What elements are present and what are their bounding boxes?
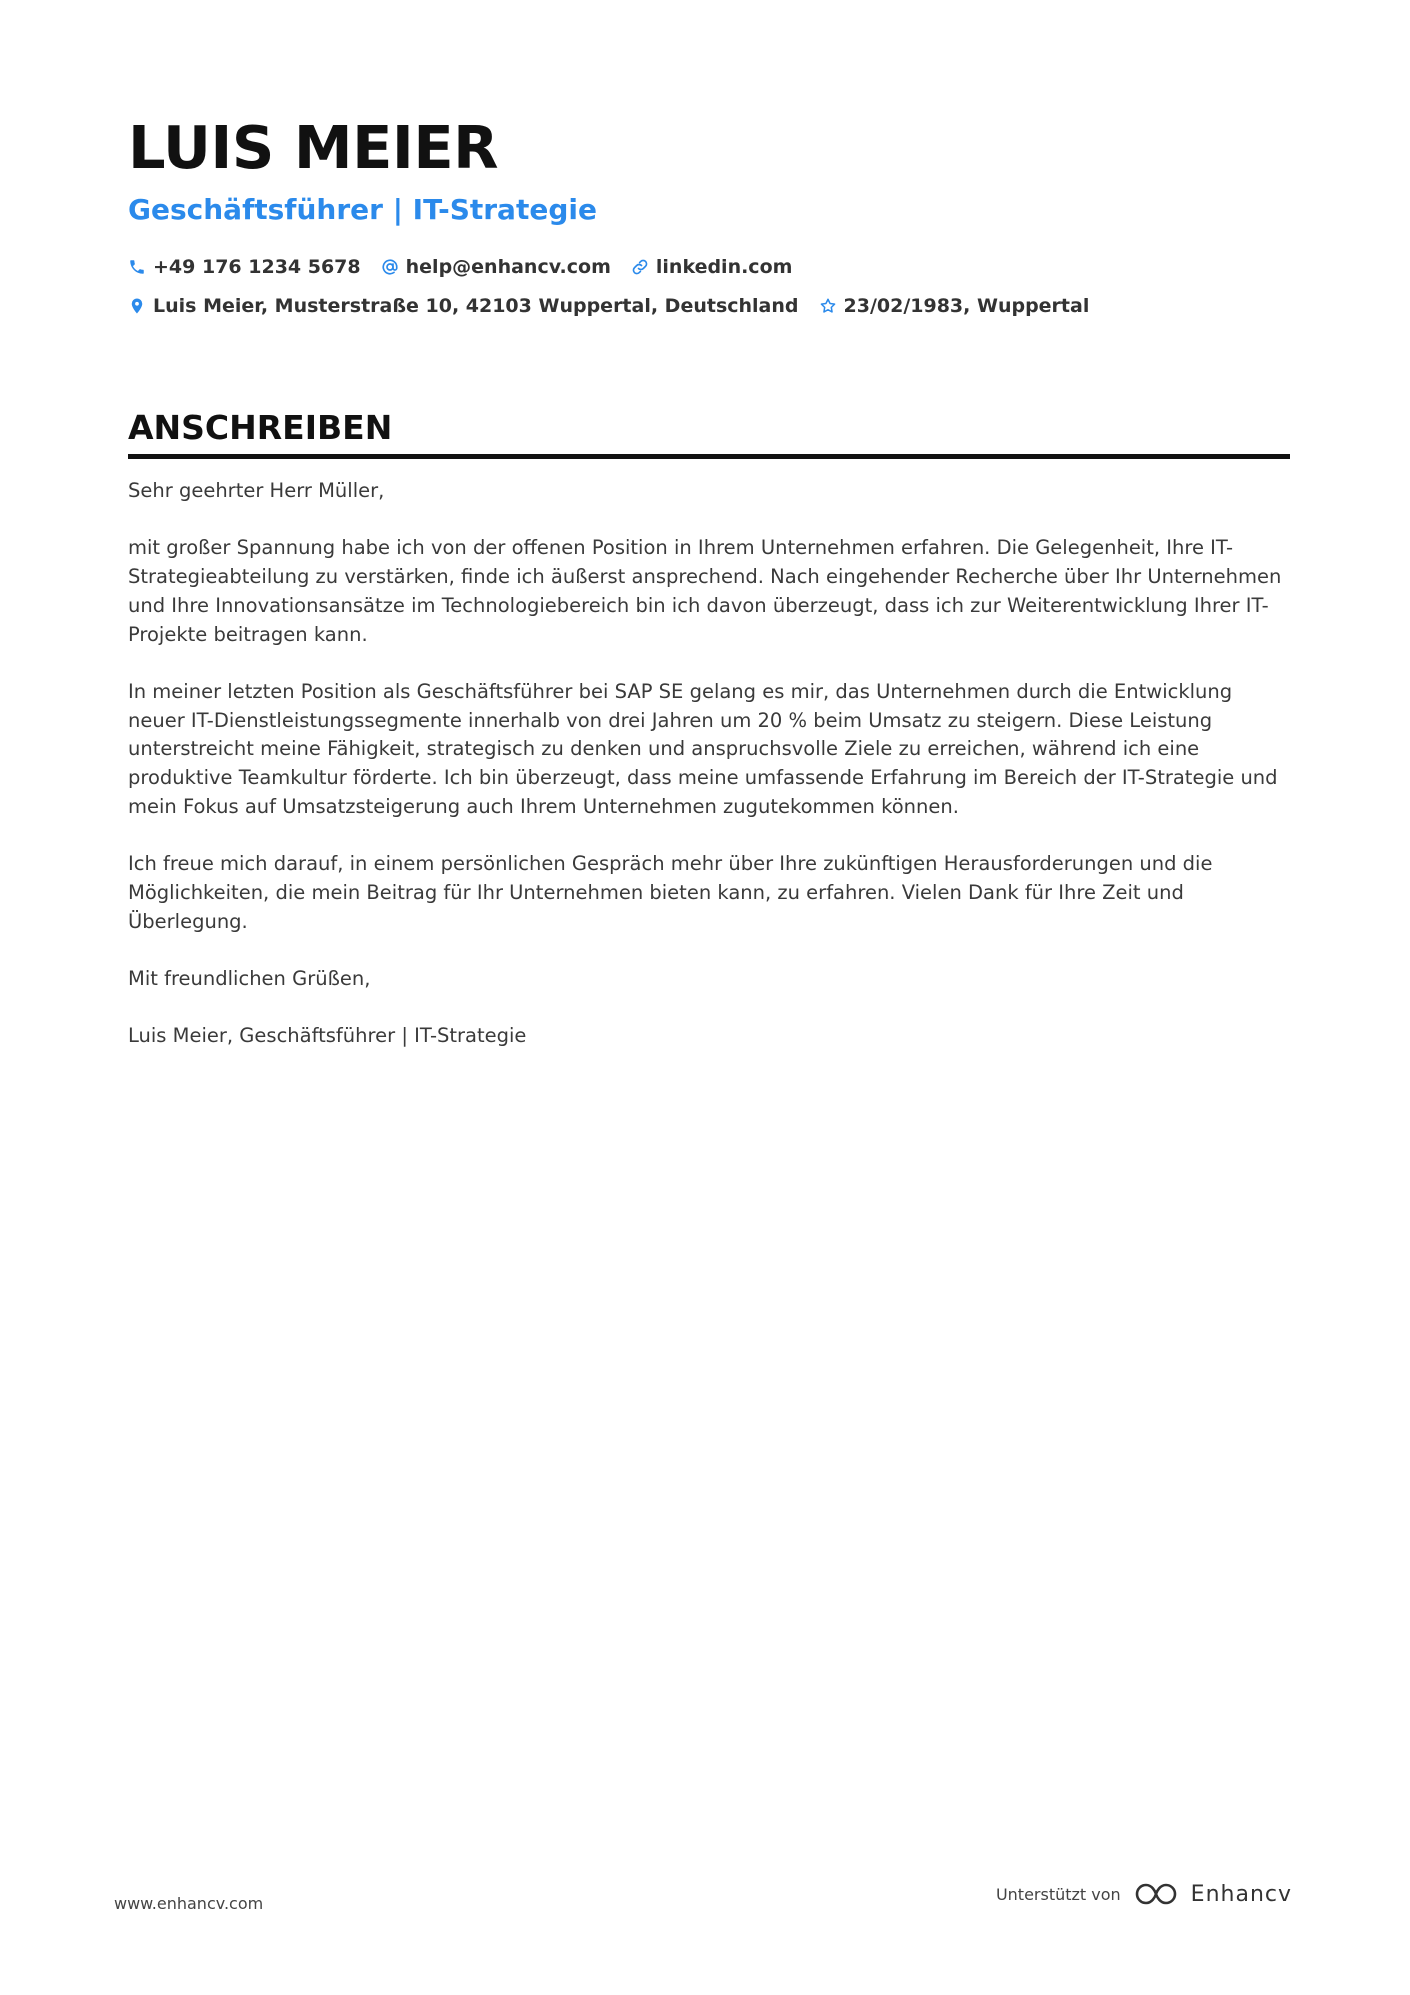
phone-icon [128, 258, 146, 276]
section-title: ANSCHREIBEN [128, 408, 393, 447]
contact-birth [819, 295, 1090, 317]
at-icon [381, 258, 399, 276]
contact-row-primary [128, 251, 792, 283]
letter-salutation: Sehr geehrter Herr Müller, [128, 479, 385, 502]
letter-paragraph: mit großer Spannung habe ich von der offenen Position in Ihrem Unternehmen erfahren. Die Gelegenheit, Ihre IT-Strategieabteilung zu verstärken, finde ich äußerst ansprechend. Nach eingehender Recherche über Ihr Unternehmen und Ihre Innovationsansätze im Technologiebereich bin ich davon überzeugt, dass ich zur Weiterentwicklung Ihrer IT-Projekte beitragen kann. [128, 536, 1282, 646]
letter-paragraph: Ich freue mich darauf, in einem persönlichen Gespräch mehr über Ihre zukünftigen Herausforderungen und die Möglichkeiten, die mein Beitrag für Ihr Unternehmen bieten kann, zu erfahren. Vielen Dank für Ihre Zeit und Überlegung. [128, 852, 1213, 933]
contact-address [128, 295, 799, 317]
phone-text: +49 176 1234 5678 [153, 256, 361, 278]
footer-url[interactable]: www.enhancv.com [114, 1894, 264, 1913]
link-icon [631, 258, 649, 276]
section-header [128, 404, 1290, 459]
contact-email[interactable] [381, 256, 611, 278]
star-icon [819, 297, 837, 315]
letter-body [128, 477, 1293, 1080]
contact-linkedin[interactable] [631, 256, 793, 278]
letter-signature: Luis Meier, Geschäftsführer | IT-Strategie [128, 1024, 527, 1048]
letter-closing: Mit freundlichen Grüßen, [128, 966, 371, 990]
brand-name: Enhancv [1190, 1881, 1292, 1907]
email-link[interactable]: help@enhancv.com [405, 256, 611, 278]
contact-row-secondary [128, 290, 1089, 322]
applicant-name: LUIS MEIER [128, 113, 499, 182]
letter-paragraph: In meiner letzten Position als Geschäftsführer bei SAP SE gelang es mir, das Unternehmen durch die Entwicklung neuer IT-Dienstleistungssegmente innerhalb von drei Jahren um 20 % beim Umsatz zu steigern. Diese Leistung unterstreicht meine Fähigkeit, strategisch zu denken und anspruchsvolle Ziele zu erreichen, während ich eine produktive Teamkultur förderte. Ich bin überzeugt, dass meine umfassende Erfahrung im Bereich der IT-Strategie und mein Fokus auf Umsatzsteigerung auch Ihrem Unternehmen zugutekommen können. [128, 679, 1278, 818]
linkedin-link[interactable]: linkedin.com [655, 256, 793, 278]
footer-brand [996, 1880, 1292, 1908]
powered-by-text: Unterstützt von [995, 1884, 1121, 1904]
enhancv-logo-icon [1133, 1880, 1179, 1908]
location-pin-icon [128, 297, 146, 315]
birth-text: 23/02/1983, Wuppertal [843, 295, 1090, 317]
address-text: Luis Meier, Musterstraße 10, 42103 Wuppertal, Deutschland [153, 295, 799, 317]
contact-phone [128, 256, 361, 278]
applicant-title: Geschäftsführer | IT-Strategie [128, 193, 597, 226]
